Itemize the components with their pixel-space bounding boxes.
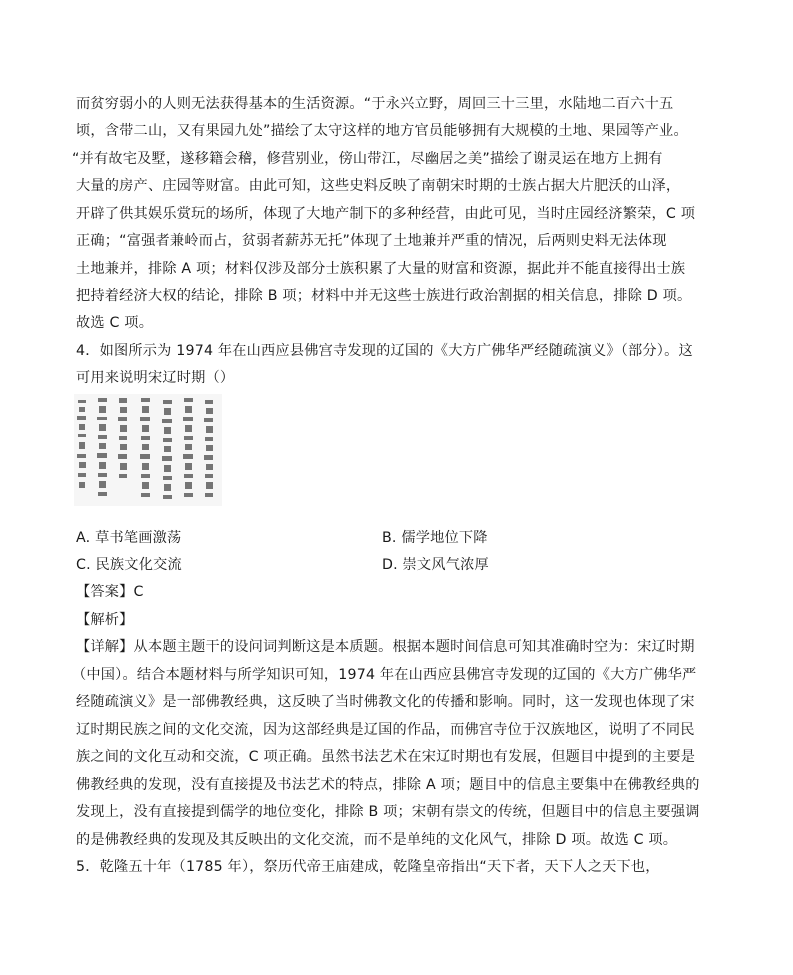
q4-detail-line-6: 佛教经典的发现，没有直接提及书法艺术的特点，排除 A 项；题目中的信息主要集中在佛教经典的 [76, 777, 700, 793]
q3-analysis-line-6: 正确；“富强者兼岭而占，贫弱者薪苏无托”体现了土地兼并严重的情况，后两则史料无法体现 [76, 233, 667, 249]
option-d: D. 崇文风气浓厚 [382, 557, 489, 573]
q4-detail-line-3: 经随疏演义》是一部佛教经典，这反映了当时佛教文化的传播和影响。同时，这一发现也体现了宋 [76, 694, 695, 710]
q4-detail-line-7: 发现上，没有直接提到儒学的地位变化，排除 B 项；宋朝有崇文的传统，但题目中的信息主要强调 [76, 804, 700, 820]
q3-analysis-line-5: 开辟了供其娱乐赏玩的场所，体现了大地产制下的多种经营，由此可见，当时庄园经济繁荣，C 项 [76, 206, 696, 222]
q3-analysis-line-4: 大量的房产、庄园等财富。由此可知，这些史料反映了南朝宋时期的士族占据大片肥沃的山泽， [76, 178, 681, 194]
q4-detail-line-1: 【详解】从本题主题干的设问词判断这是本质题。根据本题时间信息可知其准确时空为：宋辽时期 [76, 639, 695, 655]
q3-analysis-line-9: 故选 C 项。 [76, 315, 154, 331]
answer-label: 【答案】C [76, 584, 144, 600]
q4-detail-line-5: 族之间的文化互动和交流，C 项正确。虽然书法艺术在宋辽时期也有发展，但题目中提到的主要是 [76, 749, 696, 765]
q4-detail-line-4: 辽时期民族之间的文化交流，因为这部经典是辽国的作品，而佛宫寺位于汉族地区，说明了不同民 [76, 722, 695, 738]
q4-detail-line-8: 的是佛教经典的发现及其反映出的文化交流，而不是单纯的文化风气，排除 D 项。故选 C 项。 [76, 832, 678, 848]
q4-detail-line-2: （中国）。结合本题材料与所学知识可知，1974 年在山西应县佛宫寺发现的辽国的《大方广佛华严 [72, 667, 697, 683]
option-a: A. 草书笔画激荡 [76, 530, 182, 546]
q3-analysis-line-2: 顷，含带二山，又有果园九处”描绘了太守这样的地方官员能够拥有大规模的土地、果园等产业。 [76, 123, 688, 139]
q4-stem-line-2: 可用来说明宋辽时期（） [76, 370, 235, 386]
q3-analysis-line-8: 把持着经济大权的结论，排除 B 项；材料中并无这些士族进行政治割据的相关信息，排除 D 项。 [76, 288, 692, 304]
q4-stem-line-1: 4．如图所示为 1974 年在山西应县佛宫寺发现的辽国的《大方广佛华严经随疏演义》（部分）。这 [76, 343, 693, 359]
q5-stem-line-1: 5．乾隆五十年（1785 年），祭历代帝王庙建成，乾隆皇帝指出“天下者，天下人之天下也， [76, 859, 660, 875]
q3-analysis-line-3: “并有故宅及墅，遂移籍会稽，修营别业，傍山带江，尽幽居之美”描绘了谢灵运在地方上拥有 [72, 151, 663, 167]
q3-analysis-line-7: 土地兼并，排除 A 项；材料仅涉及部分士族积累了大量的财富和资源，据此并不能直接得出士族 [76, 261, 686, 277]
manuscript-image [74, 394, 222, 506]
option-b: B. 儒学地位下降 [382, 530, 488, 546]
option-c: C. 民族文化交流 [76, 557, 182, 573]
q3-analysis-line-1: 而贫穷弱小的人则无法获得基本的生活资源。“于永兴立野，周回三十三里，水陆地二百六十五 [76, 96, 674, 112]
analysis-label: 【解析】 [76, 612, 134, 628]
